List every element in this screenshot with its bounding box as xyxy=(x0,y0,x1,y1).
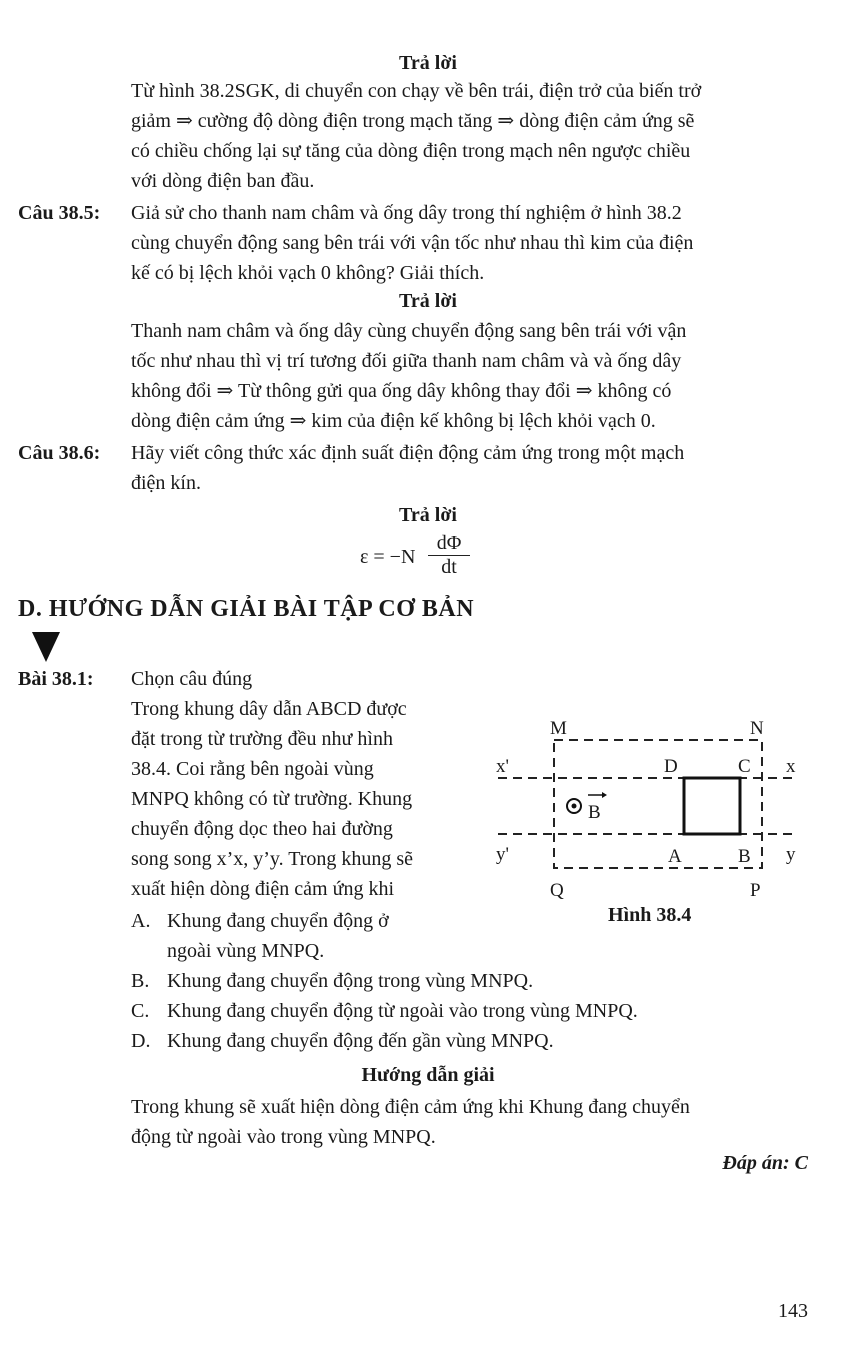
text-line: 38.4. Coi rằng bên ngoài vùng xyxy=(131,758,374,780)
text-line: đặt trong từ trường đều như hình xyxy=(131,728,393,750)
label-n: N xyxy=(750,718,764,739)
formula-fraction xyxy=(428,532,470,579)
guide-heading: Hướng dẫn giải xyxy=(361,1064,495,1086)
text-line: Trong khung sẽ xuất hiện dòng điện cảm ứng khi Khung đang chuyển xyxy=(131,1096,690,1118)
answer-heading-38-4: Trả lời xyxy=(399,52,457,74)
exercise-body xyxy=(131,694,465,904)
answer-text-38-5 xyxy=(131,316,807,436)
text-line: với dòng điện ban đầu. xyxy=(131,170,315,192)
option-key: C. xyxy=(131,1000,150,1022)
option-d xyxy=(131,1026,554,1056)
text-line: Từ hình 38.2SGK, di chuyển con chạy về bên trái, điện trở của biến trở xyxy=(131,80,702,102)
answer-heading-38-5: Trả lời xyxy=(399,290,457,312)
text-line: song song x’x, y’y. Trong khung sẽ xyxy=(131,848,414,870)
page-number: 143 xyxy=(778,1300,808,1322)
text-line: Trong khung dây dẫn ABCD được xyxy=(131,698,407,720)
final-answer: Đáp án: C xyxy=(722,1152,808,1174)
exercise-label-38-1: Bài 38.1: xyxy=(18,668,94,690)
label-a: A xyxy=(668,846,682,867)
option-b xyxy=(131,966,533,996)
text-line: có chiều chống lại sự tăng của dòng điện trong mạch nên ngược chiều xyxy=(131,140,691,162)
vector-arrowhead-icon xyxy=(602,792,607,798)
option-text: Khung đang chuyển động từ ngoài vào trong vùng MNPQ. xyxy=(167,1000,638,1022)
text-line: giảm ⇒ cường độ dòng điện trong mạch tăng ⇒ dòng điện cảm ứng sẽ xyxy=(131,110,695,132)
text-line: kế có bị lệch khỏi vạch 0 không? Giải thích. xyxy=(131,262,485,284)
label-c: C xyxy=(738,756,751,777)
text-line: dòng điện cảm ứng ⇒ kim của điện kế không bị lệch khỏi vạch 0. xyxy=(131,410,656,432)
option-a-continued: ngoài vùng MNPQ. xyxy=(167,940,325,962)
question-label-38-5: Câu 38.5: xyxy=(18,202,101,224)
option-c xyxy=(131,996,638,1026)
text-line: Hãy viết công thức xác định suất điện động cảm ứng trong một mạch xyxy=(131,442,685,464)
label-m: M xyxy=(550,718,567,739)
label-d: D xyxy=(664,756,678,777)
text-line: động từ ngoài vào trong vùng MNPQ. xyxy=(131,1126,436,1148)
option-key: A. xyxy=(131,910,151,932)
option-text: Khung đang chuyển động đến gần vùng MNPQ. xyxy=(167,1030,554,1052)
text-line: điện kín. xyxy=(131,472,201,494)
label-x: x xyxy=(786,756,796,777)
figure-caption: Hình 38.4 xyxy=(608,904,692,926)
guide-text xyxy=(131,1092,807,1152)
question-text-38-6 xyxy=(131,438,807,498)
option-text: Khung đang chuyển động trong vùng MNPQ. xyxy=(167,970,534,992)
triangle-marker-icon xyxy=(32,632,60,662)
field-dot xyxy=(572,804,577,809)
text-line: tốc như nhau thì vị trí tương đối giữa thanh nam châm và và ống dây xyxy=(131,350,682,372)
label-y: y xyxy=(786,844,796,865)
question-text-38-5 xyxy=(131,198,807,288)
option-key: D. xyxy=(131,1030,151,1052)
answer-heading-38-6: Trả lời xyxy=(399,504,457,526)
option-a xyxy=(131,906,389,936)
label-b: B xyxy=(738,846,751,867)
option-key: B. xyxy=(131,970,150,992)
formula-lhs: ε = −N xyxy=(360,546,416,568)
option-text: Khung đang chuyển động ở xyxy=(167,910,389,932)
figure-38-4 xyxy=(488,708,808,904)
label-field: B xyxy=(588,802,601,823)
text-line: không đổi ⇒ Từ thông gửi qua ống dây không thay đổi ⇒ không có xyxy=(131,380,672,402)
text-line: Thanh nam châm và ống dây cùng chuyển động sang bên trái với vận xyxy=(131,320,687,342)
text-line: MNPQ không có từ trường. Khung xyxy=(131,788,413,810)
label-p: P xyxy=(750,880,761,901)
text-line: Giả sử cho thanh nam châm và ống dây trong thí nghiệm ở hình 38.2 xyxy=(131,202,682,224)
text-line: cùng chuyển động sang bên trái với vận tốc như nhau thì kim của điện xyxy=(131,232,694,254)
answer-text-38-4 xyxy=(131,76,807,196)
text-line: xuất hiện dòng điện cảm ứng khi xyxy=(131,878,395,900)
text-line: chuyển động dọc theo hai đường xyxy=(131,818,393,840)
formula-denominator: dt xyxy=(441,556,457,578)
section-heading: D. HƯỚNG DẪN GIẢI BÀI TẬP CƠ BẢN xyxy=(18,596,475,622)
label-y-prime: y' xyxy=(496,844,509,865)
label-x-prime: x' xyxy=(496,756,509,777)
label-q: Q xyxy=(550,880,564,901)
formula-numerator: dΦ xyxy=(436,532,462,554)
exercise-instruction: Chọn câu đúng xyxy=(131,668,253,690)
frame-abcd xyxy=(684,778,740,834)
question-label-38-6: Câu 38.6: xyxy=(18,442,101,464)
